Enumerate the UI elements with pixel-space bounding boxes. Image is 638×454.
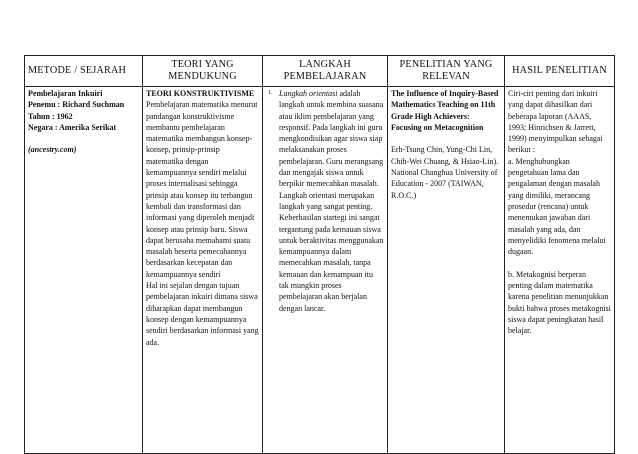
hasil-point-b: b. Metakognisi berperan penting dalam matematika karena penelitian menunjukkan bukti bahwa proses metakognisi siswa dapat peningkatan hasil belajar.: [508, 269, 611, 336]
metode-line1: Pembelajaran Inkuiri: [28, 89, 103, 98]
hasil-intro: Ciri-ciri penting dari inkuiri yang dapat dihasilkan dari beberapa laporan (AAAS, 1993; Hinrichsen & Jarrett, 1999) menyimpulkan sebagai berikut :: [508, 89, 603, 155]
header-langkah: LANGKAH PEMBELAJARAN: [263, 56, 388, 87]
langkah-body: adalah langkah untuk membina suasana atau iklim pembelajaran yang responsif. Pada langkah ini guru mengkondisikan agar siswa siap melaksanakan proses pembelajaran. Guru merangsang dan mengajak siswa untuk berpikir memecahkan masalah. Langkah orientasi merupakan langkah yang sangat penting. Keberhasilan startegi ini sangat tergantung pada kemauan siswa untuk beraktivitas menggunakan kemampuannya dalam memecahkan masalah, tanpa kemauan dan kemampuan itu tak mungkin proses pembelajaran akan berjalan dengan lancar.: [279, 89, 384, 313]
header-teori: TEORI YANG MENDUKUNG: [143, 56, 263, 87]
cell-langkah: [263, 87, 388, 454]
teori-title: TEORI KONSTRUKTIVISME: [146, 89, 255, 98]
langkah-title: Langkah orientasi: [279, 89, 338, 98]
metode-source: (ancestry.com): [28, 145, 77, 155]
langkah-number: 1.: [268, 90, 273, 96]
cell-penelitian: [388, 87, 505, 454]
header-penelitian: PENELITIAN YANG RELEVAN: [388, 56, 505, 87]
content-row: [25, 87, 615, 454]
header-metode: METODE / SEJARAH: [25, 56, 143, 87]
penelitian-title: The Influence of Inquiry-Based Mathematics Teaching on 11th Grade High Achievers: Focusing on Metacognition: [391, 89, 499, 132]
langkah-item: [266, 88, 384, 314]
hasil-point-a: a. Menghubungkan pengetahuan lama dan pengalaman dengan masalah yang dimiliki, merancang prosedur (rencana) untuk menemukan jawaban dari masalah yang ada, dan menyelidiki fenomena melalui dugaan.: [508, 156, 606, 257]
research-summary-table: [24, 55, 615, 454]
metode-line2: Penemu : Richard Suchman: [28, 100, 125, 110]
header-row: [25, 56, 615, 87]
teori-body-2: Hal ini sejalan dengan tujuan pembelajaran inkuiri dimana siswa diharapkan dapat membangun konsep dengan kemampuannya sendiri berdasarkan informasi yang ada.: [146, 281, 259, 347]
header-hasil: HASIL PENELITIAN: [505, 56, 615, 87]
cell-teori: [143, 87, 263, 454]
metode-line4: Negara : Amerika Serikat: [28, 122, 117, 132]
penelitian-authors: Erh-Tsung Chin, Yung-Chi Lin, Chih-Wei Chuang, & Hsiao-Lin). National Changhua University of Education - 2007 (TAIWAN, R.O.C.): [391, 145, 499, 200]
cell-metode: [25, 87, 143, 454]
teori-body: Pembelajaran matematika menurut pandangan konstruktivisme membantu pembelajaran matematika membangun konsep-konsep, prinsip-prinsip matematika dengan kemampuannya sendiri melalui proses internalisasi sehingga prinsip atau konsep itu terbangun kembali dan transformasi dan informasi yang diperoleh menjadi konsep atau prinsip baru. Siswa dapat berusaha memahami suatu masalah beserta pemecahannya berdasarkan kecepatan dan kemampuannya sendiri: [146, 100, 258, 279]
metode-line3: Tahun : 1962: [28, 111, 73, 121]
cell-hasil: [505, 87, 615, 454]
